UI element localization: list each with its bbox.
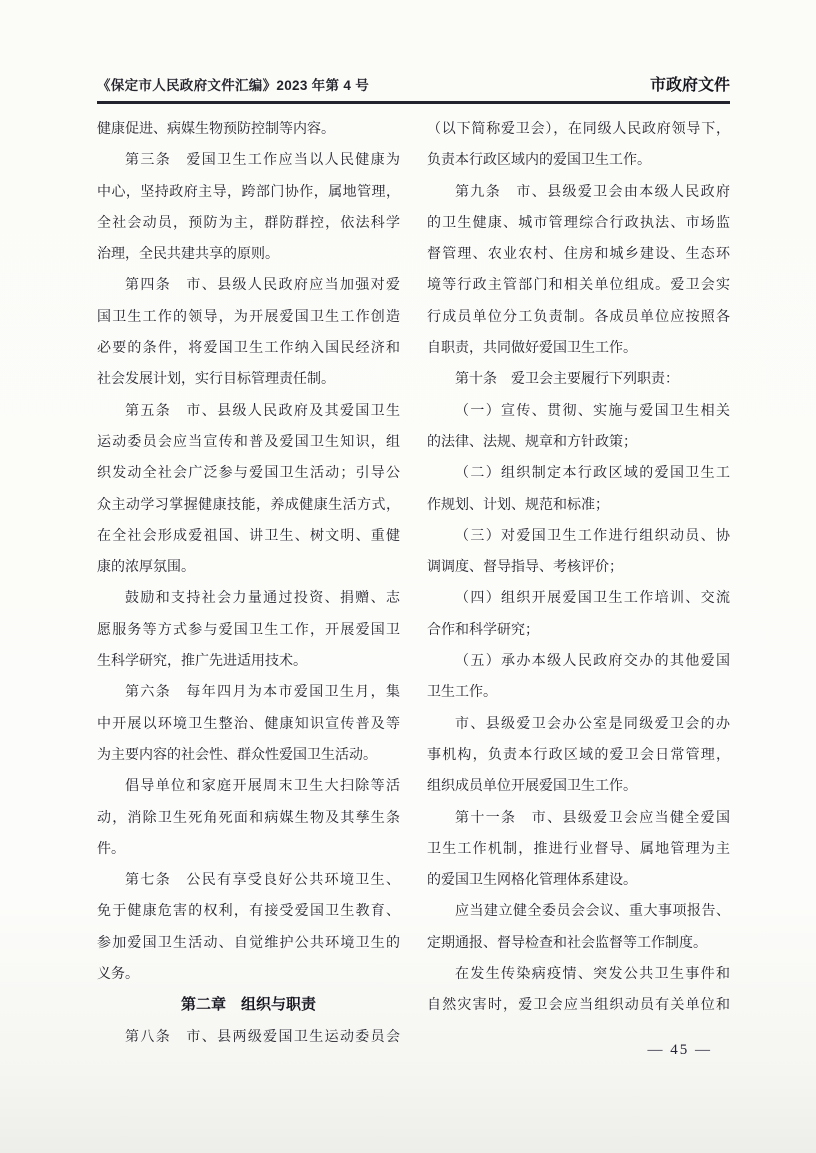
right-column (427, 113, 730, 1052)
text-line: 在全社会形成爱祖国、讲卫生、树文明、重健 (97, 526, 400, 543)
text-line: 健康促进、病媒生物预防控制等内容。 (97, 120, 335, 136)
text-line: 市、县级爱卫会办公室是同级爱卫会的办 (455, 714, 730, 731)
text-line: 作规划、计划、规范和标准； (427, 495, 609, 512)
text-line: 在发生传染病疫情、突发公共卫生事件和 (455, 965, 730, 982)
text-line: 织发动全社会广泛参与爱国卫生活动；引导公 (97, 464, 400, 481)
text-line: （五）承办本级人民政府交办的其他爱国 (455, 652, 730, 669)
text-line: 众主动学习掌握健康技能，养成健康生活方式， (97, 495, 400, 512)
text-line: 调调度、督导指导、考核评价； (427, 558, 623, 575)
text-line: 第十一条 市、县级爱卫会应当健全爱国 (455, 808, 730, 825)
left-column (97, 113, 400, 1052)
text-line: 自然灾害时，爱卫会应当组织动员有关单位和 (427, 996, 730, 1013)
text-line: 定期通报、督导检查和社会监督等工作制度。 (427, 933, 707, 950)
text-line: 卫生工作机制，推进行业督导、属地管理为主 (427, 839, 730, 856)
text-line: （三）对爱国卫生工作进行组织动员、协 (455, 526, 730, 543)
text-line: 境等行政主管部门和相关单位组成。爱卫会实 (427, 276, 730, 293)
chapter-heading: 第二章 组织与职责 (180, 996, 316, 1014)
text-line: 倡导单位和家庭开展周末卫生大扫除等活 (125, 777, 400, 794)
text-line: 中开展以环境卫生整治、健康知识宣传普及等 (97, 714, 400, 731)
text-columns (97, 113, 730, 1052)
text-line: 中心，坚持政府主导，跨部门协作，属地管理， (97, 182, 400, 199)
doc-type-label: 市政府文件 (649, 77, 730, 94)
text-line: 生科学研究，推广先进适用技术。 (97, 652, 307, 669)
text-line: 治理，全民共建共享的原则。 (97, 245, 279, 262)
page-header (97, 78, 730, 104)
text-line: 卫生工作。 (427, 683, 497, 700)
compilation-title: 《保定市人民政府文件汇编》2023 年第 4 号 (97, 78, 369, 93)
text-line: 国卫生工作的领导，为开展爱国卫生工作创造 (97, 307, 400, 324)
text-line: 必要的条件，将爱国卫生工作纳入国民经济和 (97, 339, 400, 356)
page-number: — 45 — (647, 1042, 712, 1058)
text-line: 合作和科学研究； (427, 620, 539, 637)
text-line: 第五条 市、县级人民政府及其爱国卫生 (125, 401, 400, 418)
text-line: 第四条 市、县级人民政府应当加强对爱 (125, 276, 400, 293)
text-line: 的爱国卫生网格化管理体系建设。 (427, 871, 637, 888)
text-line: 社会发展计划，实行目标管理责任制。 (97, 370, 335, 387)
page-content (97, 78, 730, 1052)
text-line: （四）组织开展爱国卫生工作培训、交流 (455, 589, 730, 606)
text-line: （以下简称爱卫会），在同级人民政府领导下， (427, 120, 730, 136)
text-line: 负责本行政区域内的爱国卫生工作。 (427, 151, 651, 168)
text-line: 第六条 每年四月为本市爱国卫生月，集 (125, 683, 400, 700)
text-line: （二）组织制定本行政区域的爱国卫生工 (455, 464, 730, 481)
text-line: 的卫生健康、城市管理综合行政执法、市场监 (427, 213, 730, 230)
text-line: 义务。 (97, 965, 139, 982)
text-line: 应当建立健全委员会会议、重大事项报告、 (455, 902, 730, 919)
text-line: 为主要内容的社会性、群众性爱国卫生活动。 (97, 745, 377, 762)
text-line: 动，消除卫生死角死面和病媒生物及其孳生条 (97, 808, 400, 825)
text-line: 行成员单位分工负责制。各成员单位应按照各 (427, 307, 730, 324)
text-line: 督管理、农业农村、住房和城乡建设、生态环 (427, 245, 730, 262)
text-line: 第三条 爱国卫生工作应当以人民健康为 (125, 151, 400, 168)
text-line: 康的浓厚氛围。 (97, 558, 195, 575)
text-line: 第八条 市、县两级爱国卫生运动委员会 (125, 1027, 400, 1044)
text-line: 愿服务等方式参与爱国卫生工作，开展爱国卫 (97, 620, 400, 637)
text-line: 自职责，共同做好爱国卫生工作。 (427, 339, 637, 356)
text-line: 免于健康危害的权利，有接受爱国卫生教育、 (97, 902, 400, 919)
text-line: 鼓励和支持社会力量通过投资、捐赠、志 (125, 589, 400, 606)
text-line: 全社会动员，预防为主，群防群控，依法科学 (97, 213, 400, 230)
text-line: 运动委员会应当宣传和普及爱国卫生知识，组 (97, 432, 400, 449)
text-line: 事机构，负责本行政区域的爱卫会日常管理， (427, 745, 730, 762)
text-line: 件。 (97, 839, 125, 856)
text-line: 第九条 市、县级爱卫会由本级人民政府 (455, 182, 730, 199)
text-line: 第十条 爱卫会主要履行下列职责： (455, 370, 679, 387)
text-line: 参加爱国卫生活动、自觉维护公共环境卫生的 (97, 933, 400, 950)
text-line: 的法律、法规、规章和方针政策； (427, 432, 637, 449)
text-line: （一）宣传、贯彻、实施与爱国卫生相关 (455, 401, 730, 418)
text-line: 第七条 公民有享受良好公共环境卫生、 (125, 871, 400, 888)
text-line: 组织成员单位开展爱国卫生工作。 (427, 777, 637, 794)
